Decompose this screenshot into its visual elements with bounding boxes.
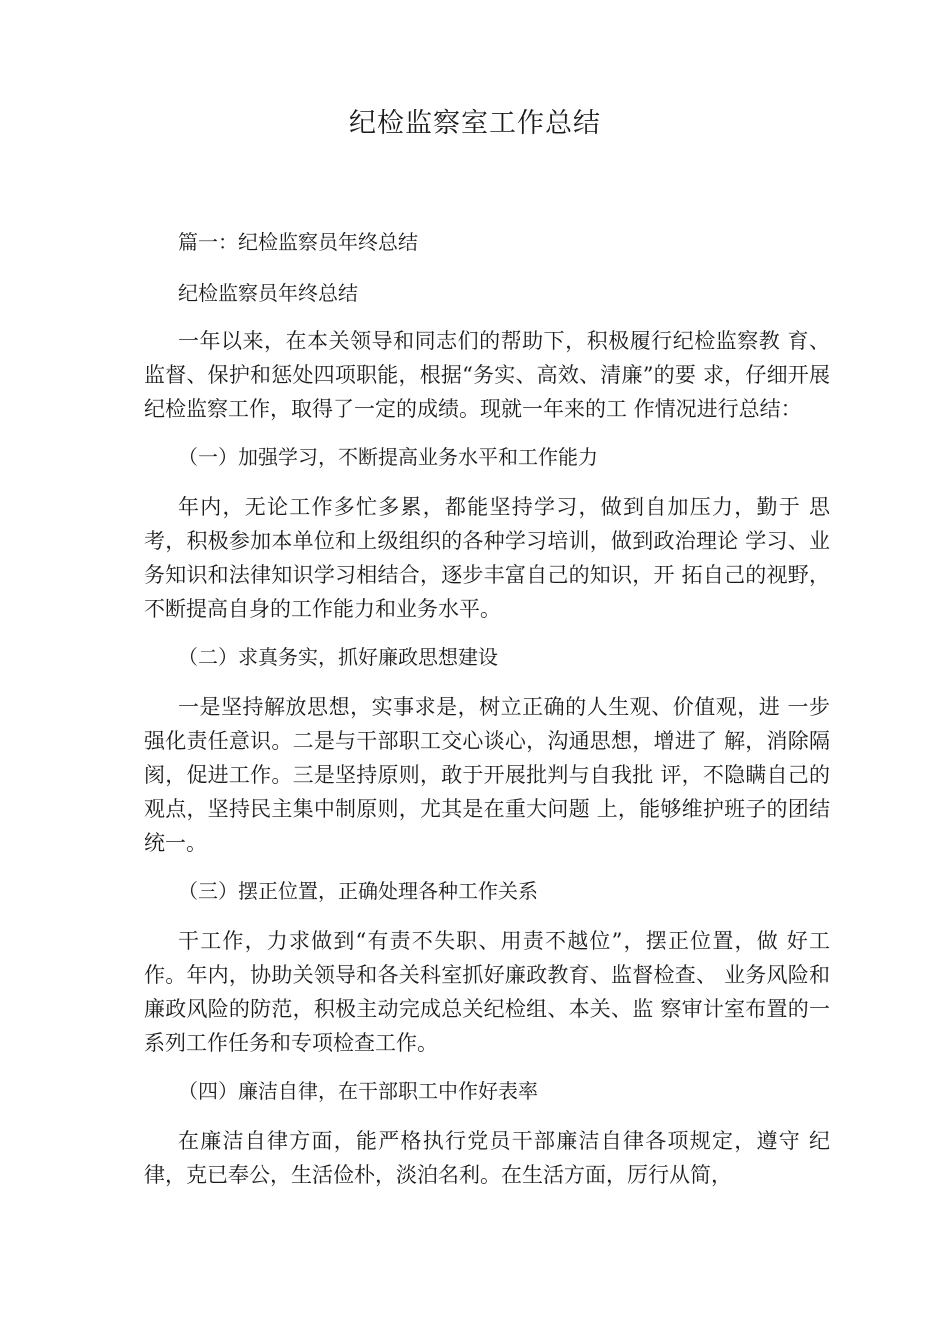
section-heading-3: （三）摆正位置，正确处理各种工作关系 <box>178 879 538 903</box>
section-body-2: 一是坚持解放思想，实事求是，树立正确的人生观、价值观，进 一步强化责任意识。二是与干部职工交心谈心，沟通思想，增进了 解，消除隔阂，促进工作。三是坚持原则，敢于开展批判与自我批 评，不隐瞒自己的观点，坚持民主集中制原则，尤其是在重大问题 上，能够维护班子的团结统一。 <box>144 695 830 855</box>
intro-paragraph: 一年以来，在本关领导和同志们的帮助下，积极履行纪检监察教 育、监督、保护和惩处四项职能，根据“务实、高效、清廉”的要 求，仔细开展纪检监察工作，取得了一定的成绩。现就一年来的工 作情况进行总结： <box>144 329 830 421</box>
document-body <box>144 222 830 1192</box>
chapter-heading: 篇一：纪检监察员年终总结 <box>178 230 418 254</box>
section-heading-4: （四）廉洁自律，在干部职工中作好表率 <box>178 1079 538 1103</box>
section-heading-2: （二）求真务实，抓好廉政思想建设 <box>178 645 498 669</box>
section-body-1: 年内，无论工作多忙多累，都能坚持学习，做到自加压力，勤于 思考，积极参加本单位和上级组织的各种学习培训，做到政治理论 学习、业务知识和法律知识学习相结合，逐步丰富自己的知识，开 拓自己的视野，不断提高自身的工作能力和业务水平。 <box>144 495 830 621</box>
document-title: 纪检监察室工作总结 <box>349 108 601 139</box>
section-heading-1: （一）加强学习，不断提高业务水平和工作能力 <box>178 445 598 469</box>
subtitle-heading: 纪检监察员年终总结 <box>178 281 358 305</box>
section-body-3: 干工作，力求做到“有责不失职、用责不越位”，摆正位置，做 好工作。年内，协助关领导和各关科室抓好廉政教育、监督检查、 业务风险和廉政风险的防范，积极主动完成总关纪检组、本关、监 察审计室布置的一系列工作任务和专项检查工作。 <box>144 929 830 1055</box>
section-body-4: 在廉洁自律方面，能严格执行党员干部廉洁自律各项规定，遵守 纪律，克已奉公，生活俭朴，淡泊名利。在生活方面，厉行从简， <box>144 1129 830 1187</box>
